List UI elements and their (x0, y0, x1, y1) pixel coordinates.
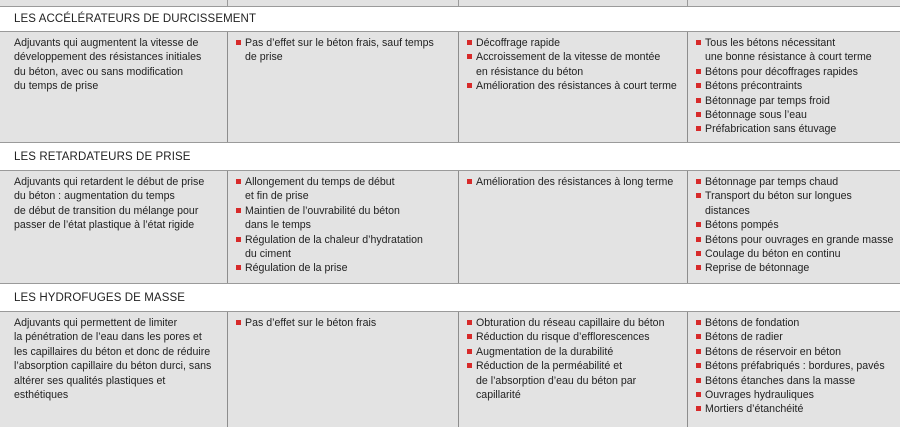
list-item (696, 247, 894, 261)
list-item-text: Allongement du temps de début et fin de prise (245, 176, 395, 203)
list-item-text: Augmentation de la durabilité (476, 345, 614, 358)
list-item-text: Coulage du béton en continu (705, 248, 841, 261)
list-item-text: Bétons de réservoir en béton (705, 345, 842, 358)
section-title: LES ACCÉLÉRATEURS DE DURCISSEMENT (14, 13, 257, 25)
bullet-square-icon (696, 349, 701, 354)
applications-cell (687, 32, 900, 142)
list-item-text: Bétonnage par temps chaud (705, 176, 839, 188)
list-item-text: Obturation du réseau capillaire du béton (476, 317, 665, 329)
bullet-square-icon (467, 349, 472, 354)
list-item (696, 388, 894, 402)
list-item-text: Bétonnage par temps froid (705, 94, 830, 107)
bullet-square-icon (696, 69, 701, 74)
section-title: LES HYDROFUGES DE MASSE (14, 291, 186, 304)
benefits-list (467, 36, 681, 94)
list-item-text: Amélioration des résistances à court terme (476, 80, 677, 93)
list-item (696, 374, 894, 388)
list-item-text: Régulation de la prise (245, 262, 348, 275)
list-item-text: Reprise de bétonnage (705, 262, 810, 275)
section-title-bar (0, 142, 900, 171)
list-item (467, 50, 681, 79)
list-item-text: Bétons de fondation (705, 317, 800, 329)
list-item (696, 175, 894, 189)
benefits-cell (458, 32, 687, 142)
section-row (0, 312, 900, 427)
list-item (696, 218, 894, 232)
effects-list (236, 316, 452, 330)
list-item-text: Réduction de la perméabilité et de l’absorption d’eau du béton par capillarité (476, 360, 637, 402)
list-item (696, 261, 894, 275)
list-item-text: Mortiers d’étanchéité (705, 403, 804, 416)
bullet-square-icon (696, 392, 701, 397)
list-item (696, 79, 894, 93)
list-item-text: Régulation de la chaleur d’hydratation du ciment (245, 233, 423, 261)
bullet-square-icon (696, 378, 701, 383)
bullet-square-icon (696, 406, 701, 411)
list-item (467, 330, 681, 344)
bullet-square-icon (696, 363, 701, 368)
list-item-text: Préfabrication sans étuvage (705, 123, 837, 136)
list-item (467, 316, 681, 330)
list-item (696, 122, 894, 136)
list-item (236, 36, 452, 65)
description-text: Adjuvants qui retardent le début de prise du béton : augmentation du temps de début de transition du mélange pour passer de l’état plastique à l’état rigide (14, 176, 205, 232)
list-item-text: Bétons étanches dans la masse (705, 374, 856, 387)
effects-list (236, 36, 452, 65)
list-item (696, 189, 894, 218)
list-item (696, 330, 894, 344)
applications-list (696, 175, 894, 276)
list-item-text: Tous les bétons nécessitant une bonne résistance à court terme (705, 37, 872, 64)
benefits-list (467, 316, 681, 402)
bullet-square-icon (467, 363, 472, 368)
description-text: Adjuvants qui permettent de limiter la pénétration de l’eau dans les pores et les capillaires du béton et donc de réduire l’absorption capillaire du béton durci, sans altérer ses qualités plastiques et esthétiques (14, 317, 212, 402)
list-item-text: Bétons précontraints (705, 80, 803, 93)
bullet-square-icon (696, 179, 701, 184)
benefits-list (467, 175, 681, 189)
list-item-text: Ouvrages hydrauliques (705, 389, 814, 402)
list-item-text: Transport du béton sur longues distances (705, 190, 852, 217)
applications-list (696, 36, 894, 137)
list-item-text: Réduction du risque d’efflorescences (476, 331, 650, 344)
bullet-square-icon (467, 334, 472, 339)
effects-cell (227, 312, 458, 427)
list-item (236, 261, 452, 275)
list-item (236, 233, 452, 262)
applications-cell (687, 171, 900, 283)
effects-list (236, 175, 452, 276)
bullet-square-icon (236, 40, 241, 45)
list-item-text: Bétonnage sous l’eau (705, 109, 807, 122)
description-cell (0, 171, 227, 283)
list-item (696, 36, 894, 65)
list-item (696, 359, 894, 373)
list-item (467, 36, 681, 50)
bullet-square-icon (467, 83, 472, 88)
bullet-square-icon (236, 237, 241, 242)
bullet-square-icon (696, 193, 701, 198)
bullet-square-icon (467, 320, 472, 325)
applications-list (696, 316, 894, 417)
section-title: LES RETARDATEURS DE PRISE (14, 150, 191, 163)
list-item (467, 345, 681, 359)
list-item (696, 402, 894, 416)
bullet-square-icon (236, 265, 241, 270)
description-cell (0, 32, 227, 142)
bullet-square-icon (696, 98, 701, 103)
list-item-text: Amélioration des résistances à long terme (476, 176, 674, 188)
list-item-text: Bétons pompés (705, 219, 779, 232)
list-item (696, 345, 894, 359)
section-row (0, 171, 900, 283)
bullet-square-icon (696, 222, 701, 227)
list-item (236, 175, 452, 204)
bullet-square-icon (696, 126, 701, 131)
list-item (696, 65, 894, 79)
list-item (696, 233, 894, 247)
list-item (236, 204, 452, 233)
bullet-square-icon (467, 40, 472, 45)
effects-cell (227, 32, 458, 142)
applications-cell (687, 312, 900, 427)
list-item-text: Bétons de radier (705, 331, 783, 344)
list-item-text: Bétons pour ouvrages en grande masse (705, 233, 894, 246)
list-item (467, 79, 681, 93)
bullet-square-icon (696, 320, 701, 325)
bullet-square-icon (696, 265, 701, 270)
bullet-square-icon (696, 112, 701, 117)
bullet-square-icon (467, 179, 472, 184)
bullet-square-icon (236, 208, 241, 213)
list-item-text: Pas d’effet sur le béton frais (245, 317, 377, 329)
list-item-text: Accroissement de la vitesse de montée en résistance du béton (476, 51, 661, 78)
list-item (467, 175, 681, 189)
bullet-square-icon (696, 83, 701, 88)
section-title-bar (0, 6, 900, 32)
description-cell (0, 312, 227, 427)
list-item-text: Maintien de l’ouvrabilité du béton dans le temps (245, 204, 400, 232)
list-item-text: Bétons pour décoffrages rapides (705, 65, 858, 78)
bullet-square-icon (696, 334, 701, 339)
benefits-cell (458, 312, 687, 427)
section-title-bar (0, 283, 900, 312)
bullet-square-icon (236, 179, 241, 184)
section-row (0, 32, 900, 142)
bullet-square-icon (467, 54, 472, 59)
bullet-square-icon (696, 40, 701, 45)
list-item (696, 94, 894, 108)
list-item-text: Pas d’effet sur le béton frais, sauf temps de prise (245, 37, 434, 64)
list-item (696, 108, 894, 122)
list-item-text: Décoffrage rapide (476, 37, 561, 49)
bullet-square-icon (696, 237, 701, 242)
list-item-text: Bétons préfabriqués : bordures, pavés (705, 360, 885, 373)
bullet-square-icon (696, 251, 701, 256)
effects-cell (227, 171, 458, 283)
benefits-cell (458, 171, 687, 283)
description-text: Adjuvants qui augmentent la vitesse de développement des résistances initiales du béton, avec ou sans modification du temps de prise (14, 37, 202, 93)
bullet-square-icon (236, 320, 241, 325)
list-item (696, 316, 894, 330)
list-item (236, 316, 452, 330)
list-item (467, 359, 681, 402)
